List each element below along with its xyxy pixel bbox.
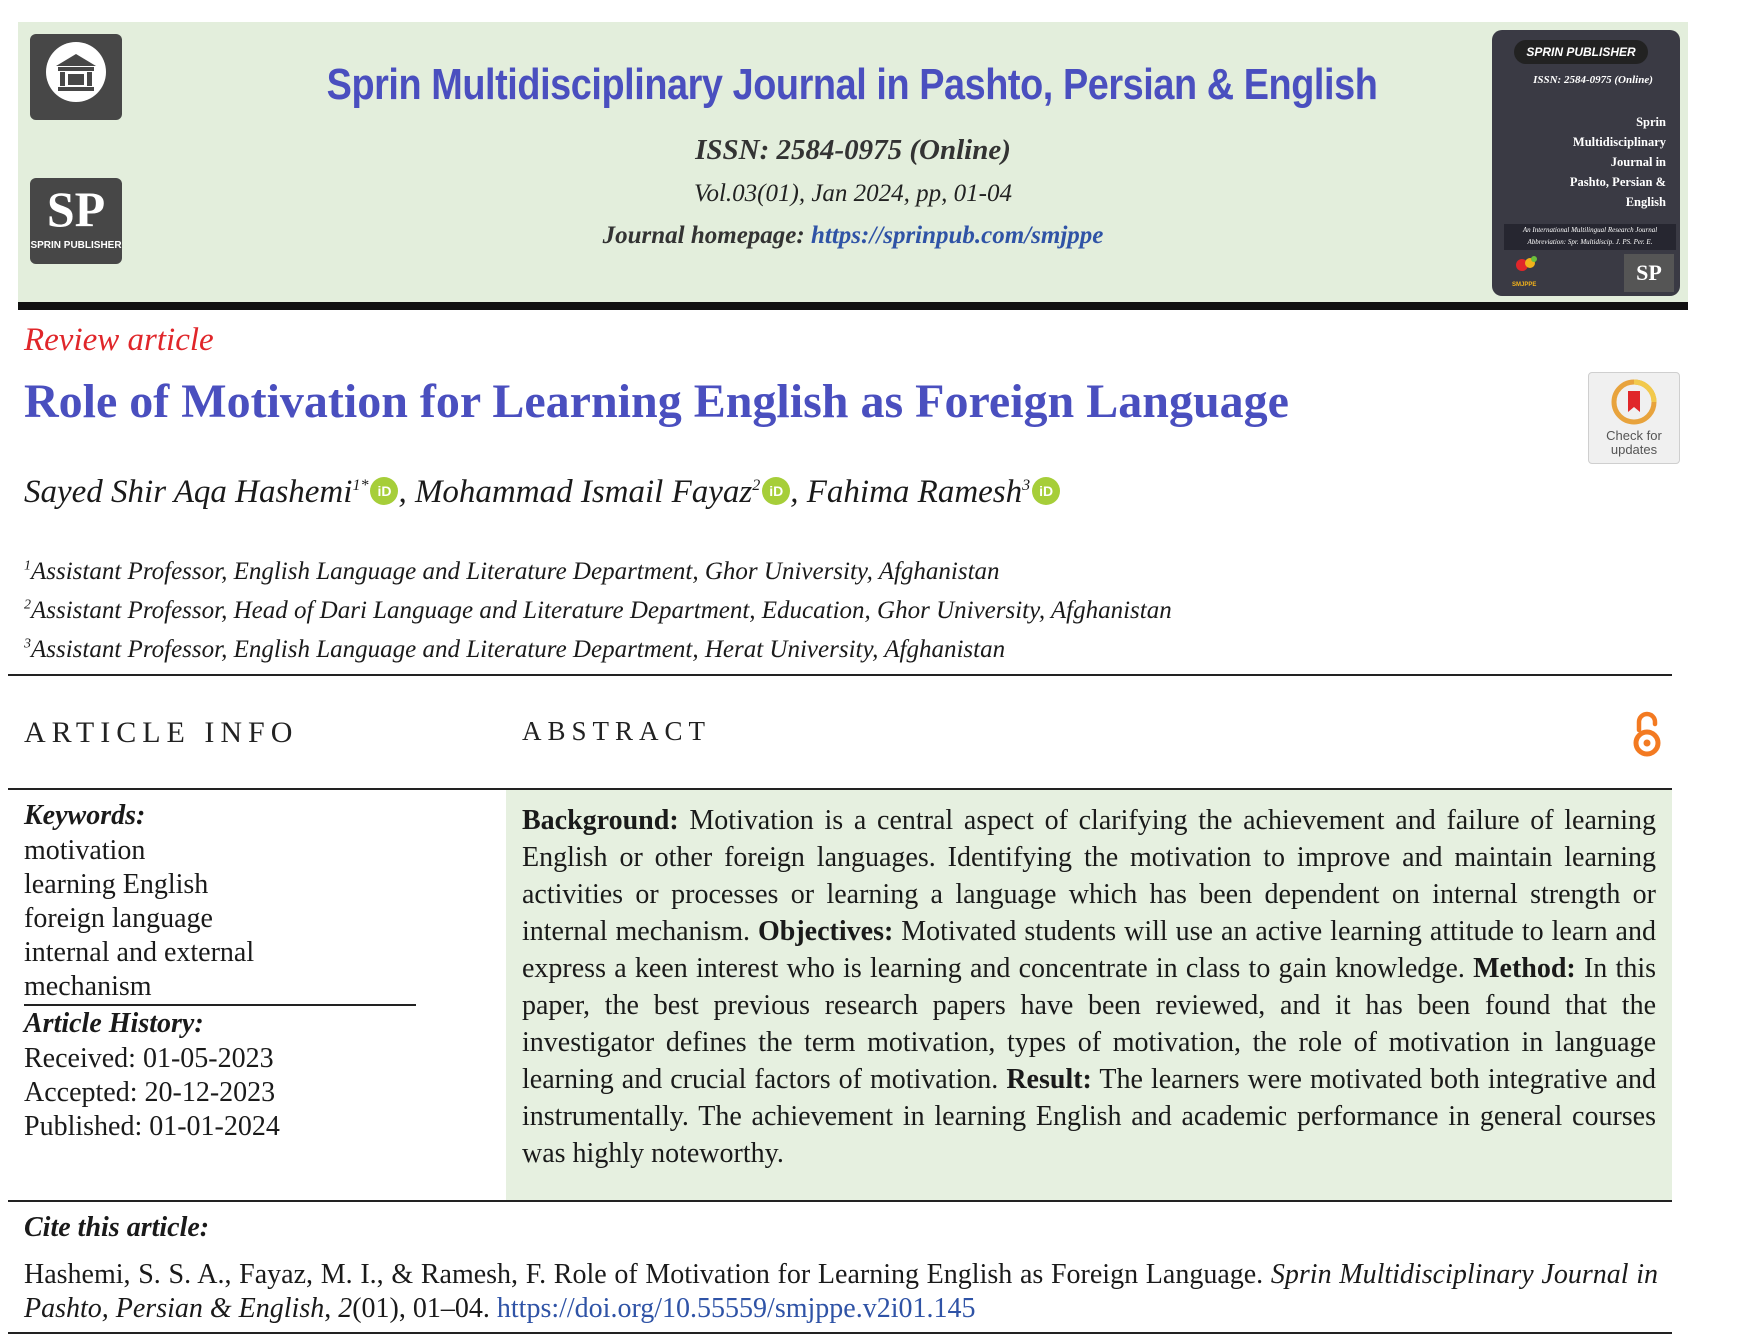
- doi-link[interactable]: https://doi.org/10.55559/smjppe.v2i01.145: [496, 1293, 976, 1324]
- affiliation-text: Assistant Professor, English Language and Literature Department, Herat University, Afghanistan: [31, 636, 1006, 663]
- citation-issue-pages: (01), 01–04.: [352, 1293, 497, 1324]
- journal-volume: Vol.03(01), Jan 2024, pp, 01-04: [693, 180, 1013, 207]
- check-for-updates-label: Check for updates: [1606, 428, 1662, 457]
- keywords-heading: Keywords:: [24, 800, 146, 831]
- cover-issn: ISSN: 2584-0975 (Online): [1533, 74, 1653, 86]
- affiliation: [24, 636, 1005, 664]
- cover-publisher: SPRIN PUBLISHER: [1514, 40, 1648, 64]
- objectives-text: Motivated students will use an active learning attitude to learn and express a keen interest who is learning and concentrate in class to gain knowledge.: [522, 916, 1656, 984]
- check-for-updates-badge[interactable]: [1588, 372, 1680, 464]
- background-label: Background:: [522, 805, 679, 836]
- cover-title-line: Journal in: [1610, 155, 1666, 169]
- divider: [8, 674, 1672, 676]
- cover-band-line: Abbreviation: Spr. Multidiscip. J. PS. Per. E.: [1527, 238, 1653, 246]
- article-title: Role of Motivation for Learning English as Foreign Language: [24, 375, 1289, 428]
- publisher-logo-text: SP: [46, 181, 106, 237]
- method-label: Method:: [1473, 953, 1576, 984]
- keywords-list: [24, 834, 384, 1004]
- article-type: Review article: [24, 322, 214, 358]
- building-icon: [30, 34, 122, 120]
- history-accepted: Accepted: 20-12-2023: [24, 1077, 276, 1108]
- affiliation-text: Assistant Professor, English Language and Literature Department, Ghor University, Afghanistan: [31, 558, 1000, 585]
- publisher-logo-caption: SPRIN PUBLISHER: [30, 240, 122, 251]
- citation-volume: 2: [338, 1293, 353, 1324]
- orcid-icon[interactable]: iD: [1032, 477, 1060, 505]
- keyword: learning English: [24, 869, 209, 900]
- author-name: Sayed Shir Aqa Hashemi: [24, 474, 353, 510]
- keyword: motivation: [24, 835, 146, 866]
- cover-mark-text: SMJPPE: [1512, 282, 1537, 288]
- citation-authors-title: Hashemi, S. S. A., Fayaz, M. I., & Ramesh, F. Role of Motivation for Learning English as Foreign Language.: [24, 1259, 1271, 1290]
- article-info-heading: ARTICLE INFO: [24, 716, 299, 749]
- citation-journal: Sprin Multidisciplinary Journal in Pashto, Persian & English: [24, 1259, 1658, 1324]
- citation-text: [24, 1258, 1658, 1326]
- keyword: foreign language: [24, 903, 213, 934]
- objectives-label: Objectives:: [758, 916, 894, 947]
- cover-title-line: Sprin: [1636, 115, 1666, 129]
- history-received: Received: 01-05-2023: [24, 1043, 274, 1074]
- history-heading: Article History:: [24, 1008, 204, 1039]
- cover-band: [1504, 224, 1676, 250]
- homepage-label: Journal homepage:: [602, 222, 805, 249]
- cover-title-line: Pashto, Persian &: [1569, 175, 1666, 189]
- author-name: Mohammad Ismail Fayaz: [414, 474, 753, 510]
- background-text: Motivation is a central aspect of clarifying the achievement and failure of learning English or other foreign languages. Identifying the motivation to improve and maintain learning activities or processes or learning a language which has been dependent on internal strength or internal mechanism.: [522, 805, 1656, 947]
- journal-issn: ISSN: 2584-0975 (Online): [695, 134, 1011, 166]
- affiliation-text: Assistant Professor, Head of Dari Language and Literature Department, Education, Ghor University, Afghanistan: [31, 597, 1172, 624]
- open-access-icon: [1632, 708, 1662, 769]
- history-list: [24, 1042, 280, 1144]
- journal-cover: [1492, 30, 1680, 296]
- abstract-text: [522, 802, 1656, 1172]
- result-text: The learners were motivated both integrative and instrumentally. The achievement in learning English and academic performance in general courses was highly noteworthy.: [522, 1064, 1656, 1169]
- affiliation-sup: 3: [24, 636, 31, 652]
- cite-heading: Cite this article:: [24, 1212, 210, 1243]
- citation-sep: ,: [324, 1293, 339, 1324]
- author-list: Sayed Shir Aqa Hashemi$^{1*}$ iD , Mohammad Ismail Fayaz$^2$ iD , Fahima Ramesh$^3$ iD: [24, 474, 1060, 511]
- affiliation: [24, 558, 1000, 586]
- orcid-icon[interactable]: iD: [762, 477, 790, 505]
- journal-header: [18, 22, 1688, 302]
- method-text: In this paper, the best previous research papers have been reviewed, and it has been found that the investigator defines the term motivation, types of motivation, the role of motivation in language learning and crucial factors of motivation.: [522, 953, 1656, 1095]
- journal-title: Sprin Multidisciplinary Journal in Pashto, Persian & English: [326, 60, 1378, 109]
- divider: [8, 1200, 1672, 1202]
- header-rule: [18, 302, 1688, 310]
- result-label: Result:: [1006, 1064, 1092, 1095]
- history-published: Published: 01-01-2024: [24, 1111, 280, 1142]
- author-sup: 1*: [352, 477, 369, 494]
- orcid-icon[interactable]: iD: [370, 477, 398, 505]
- affiliation-sup: 2: [24, 597, 31, 613]
- author-sup: 3: [1022, 477, 1031, 494]
- cover-title-line: English: [1625, 195, 1666, 209]
- divider: [8, 1332, 1672, 1334]
- author-sup: 2: [752, 477, 761, 494]
- affiliation-sup: 1: [24, 558, 31, 574]
- affiliation: [24, 597, 1172, 625]
- journal-homepage: [18, 222, 1688, 250]
- abstract-heading: ABSTRACT: [522, 716, 712, 746]
- cover-title-line: Multidisciplinary: [1572, 135, 1666, 149]
- cover-title: [1526, 112, 1666, 212]
- institution-logo: [30, 34, 122, 120]
- author-name: Fahima Ramesh: [806, 474, 1023, 510]
- cover-mark-icon: [1512, 255, 1542, 277]
- divider: [24, 1004, 416, 1006]
- bookmark-icon: [1611, 379, 1657, 425]
- cover-band-line: An International Multilingual Research Journal: [1522, 226, 1658, 234]
- keyword: internal and external mechanism: [24, 937, 255, 1002]
- cover-sp-logo: SP: [1624, 254, 1674, 292]
- homepage-link[interactable]: https://sprinpub.com/smjppe: [810, 222, 1104, 249]
- cover-mark: [1512, 255, 1542, 288]
